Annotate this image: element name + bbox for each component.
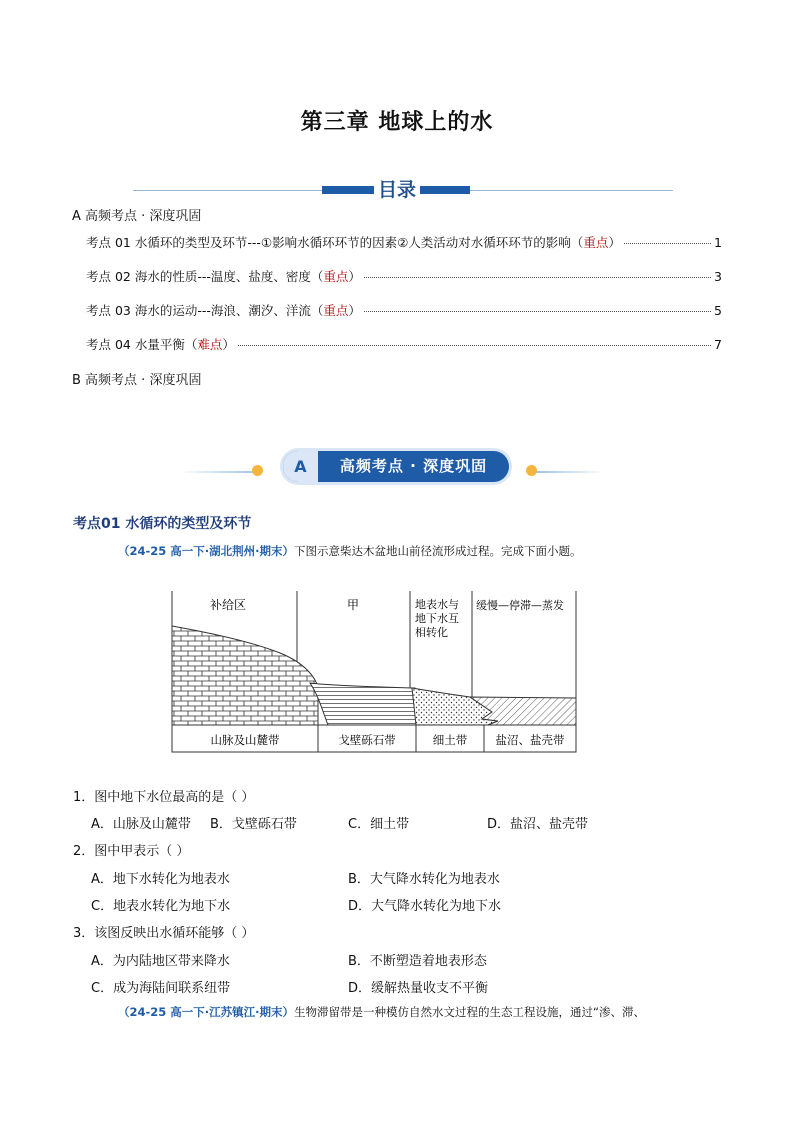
toc-entry[interactable] [86,301,722,319]
toc-leader [238,345,711,346]
page-title: 第三章 地球上的水 [300,110,494,135]
section-banner-letter: A [283,451,318,482]
q2-option-a[interactable]: A．地下水转化为地表水 [91,872,230,887]
toc-entry-page: 7 [714,337,722,352]
toc-leader [624,243,711,244]
toc-entry-label: 考点 04 水量平衡（ [86,337,198,352]
toc-section-a[interactable]: A 高频考点 · 深度巩固 [72,209,202,224]
q3-option-b[interactable]: B．不断塑造着地表形态 [348,954,487,969]
q1-option-b[interactable]: B．戈壁砾石带 [210,817,297,832]
toc-entry-close: ） [348,269,361,284]
toc-entry-page: 3 [714,269,722,284]
source-tag: （24-25 高一下·江苏镇江·期末） [118,1005,295,1019]
q3-option-c[interactable]: C．成为海陆间联系纽带 [91,981,231,996]
toc-entry-tag: 重点 [583,235,609,250]
label-conversion-line3: 相转化 [415,626,448,639]
question-source [118,543,582,559]
source-text: 生物滞留带是一种模仿自然水文过程的生态工程设施，通过“渗、滞、 [294,1005,645,1019]
label-recharge-zone: 补给区 [209,598,247,612]
label-fine-soil: 细土带 [432,733,468,747]
banner-right-line [535,471,605,473]
toc-entry-close: ） [608,235,621,250]
mountain-bedrock [172,626,318,725]
q2-option-d[interactable]: D．大气降水转化为地下水 [348,899,502,914]
toc-leader [364,311,711,312]
q3-option-d[interactable]: D．缓解热量收支不平衡 [348,981,489,996]
toc-entry-tag: 重点 [323,269,349,284]
label-conversion-line2: 地下水互 [415,612,459,625]
label-jia: 甲 [346,598,360,612]
q2-option-c[interactable]: C．地表水转化为地下水 [91,899,231,914]
banner-right-dot [526,465,537,476]
toc-entry-close: ） [348,303,361,318]
runoff-diagram [170,591,580,754]
question-stem-1: 1．图中地下水位最高的是（ ） [73,790,255,805]
label-salt-marsh: 盐沼、盐壳带 [495,733,565,747]
toc-entry[interactable] [86,335,722,353]
toc-entry[interactable] [86,267,722,285]
source-text: 下图示意柴达木盆地山前径流形成过程。完成下面小题。 [294,544,582,558]
q2-option-b[interactable]: B．大气降水转化为地表水 [348,872,500,887]
label-evaporation: 缓慢—停滞—蒸发 [476,599,564,612]
q1-option-c[interactable]: C．细土带 [348,817,410,832]
gobi-gravel-layer [310,683,418,725]
toc-entry[interactable] [86,233,722,251]
q1-option-d[interactable]: D．盐沼、盐壳带 [487,817,589,832]
toc-entry-close: ） [222,337,235,352]
label-mountain-piedmont: 山脉及山麓带 [210,733,280,747]
toc-entry-tag: 难点 [197,337,223,352]
kaodian-heading: 考点01 水循环的类型及环节 [73,516,252,532]
toc-entry-label: 考点 02 海水的性质---温度、盐度、密度（ [86,269,324,284]
banner-left-line [180,471,260,473]
q3-option-a[interactable]: A．为内陆地区带来降水 [91,954,230,969]
toc-heading: 目录 [0,175,794,202]
q1-option-a[interactable]: A．山脉及山麓带 [91,817,191,832]
toc-section-b[interactable]: B 高频考点 · 深度巩固 [72,373,202,388]
question-stem-3: 3．该图反映出水循环能够（ ） [73,926,255,941]
section-banner-text: 高频考点 · 深度巩固 [339,457,488,475]
toc-entry-label: 考点 01 水循环的类型及环节---①影响水循环环节的因素②人类活动对水循环环节的影响（ [86,235,584,250]
toc-entry-page: 5 [714,303,722,318]
toc-leader [364,277,711,278]
question-stem-2: 2．图中甲表示（ ） [73,844,190,859]
label-gobi-gravel: 戈壁砾石带 [338,733,396,747]
toc-entry-tag: 重点 [323,303,349,318]
toc-entry-label: 考点 03 海水的运动---海浪、潮汐、洋流（ [86,303,324,318]
label-conversion-line1: 地表水与 [415,598,459,611]
toc-entry-page: 1 [714,235,722,250]
banner-left-dot [252,465,263,476]
question-source-2 [118,1004,645,1020]
source-tag: （24-25 高一下·湖北荆州·期末） [118,544,295,558]
